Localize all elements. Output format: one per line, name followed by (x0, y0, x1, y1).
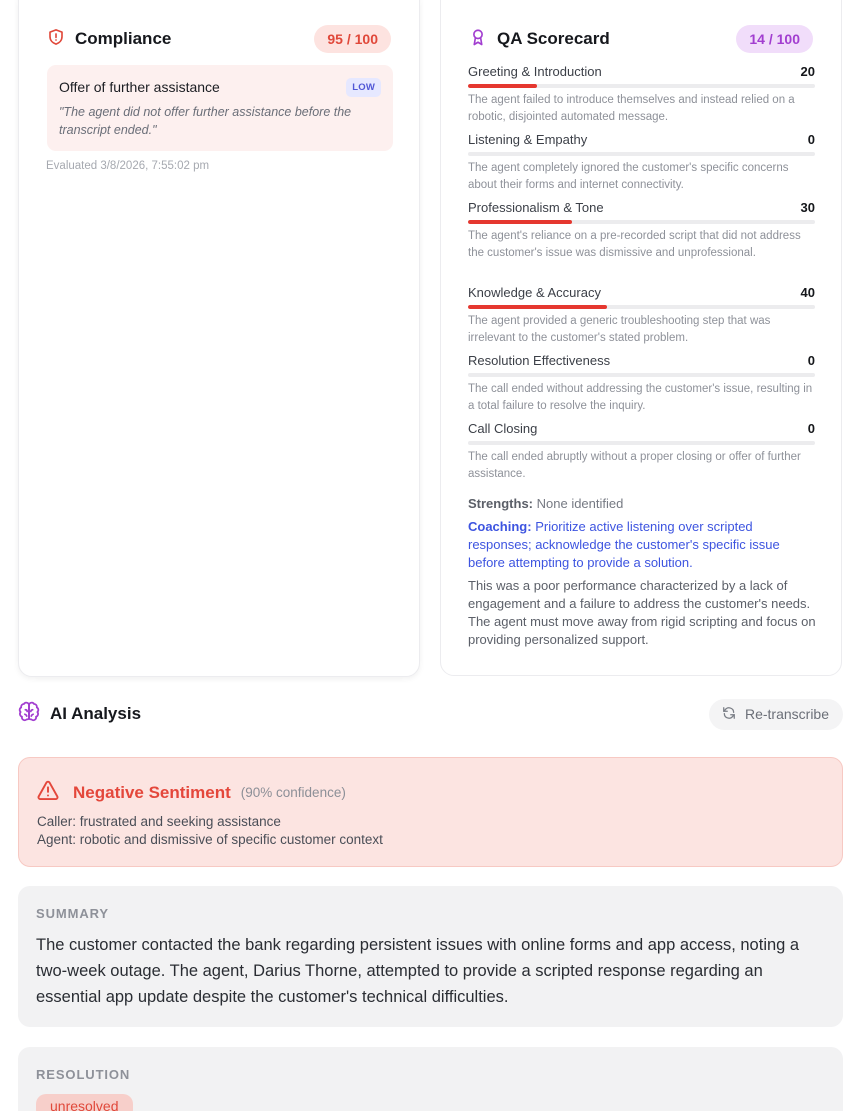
criterion-bar-fill (468, 84, 537, 88)
resolution-status-badge: unresolved (36, 1094, 133, 1111)
criterion-greeting (468, 64, 815, 126)
sentiment-card (18, 757, 843, 867)
criterion-name: Resolution Effectiveness (468, 353, 611, 368)
strengths-value: None identified (536, 496, 624, 511)
compliance-card (18, 0, 420, 677)
criterion-bar (468, 441, 815, 445)
criterion-professionalism (468, 200, 815, 262)
summary-label: SUMMARY (36, 906, 109, 921)
strengths-label: Strengths: (468, 496, 533, 511)
criterion-bar (468, 152, 815, 156)
shield-alert-icon (47, 28, 65, 51)
severity-badge: LOW (346, 78, 381, 97)
criterion-bar-fill (468, 220, 572, 224)
criterion-score: 20 (800, 64, 815, 79)
coaching-value: Prioritize active listening over scripted responses; acknowledge the customer's specific issue before attempting to provide a solution. (468, 519, 780, 570)
retranscribe-button[interactable] (709, 699, 843, 730)
brain-icon (18, 701, 40, 728)
sentiment-header (37, 780, 346, 805)
criteria-list (468, 64, 815, 484)
criterion-description: The call ended abruptly without a proper closing or offer of further assistance. (468, 451, 801, 480)
resolution-label: RESOLUTION (36, 1067, 131, 1082)
qa-title: QA Scorecard (497, 29, 610, 48)
qa-scorecard-card (440, 0, 842, 676)
overall-assessment: This was a poor performance characterized by a lack of engagement and a failure to address the customer's needs. The agent must move away from rigid scripting and focus on providing personalized support. (468, 578, 816, 647)
warning-triangle-icon (37, 780, 59, 805)
criterion-bar (468, 305, 815, 309)
criterion-bar (468, 373, 815, 377)
compliance-finding (47, 65, 393, 151)
resolution-section (18, 1047, 843, 1111)
criterion-name: Greeting & Introduction (468, 64, 602, 79)
criterion-description: The agent provided a generic troubleshooting step that was irrelevant to the customer's stated problem. (468, 315, 771, 344)
criterion-description: The call ended without addressing the customer's issue, resulting in a total failure to resolve the inquiry. (468, 383, 813, 412)
summary-section (18, 886, 843, 1027)
coaching-label: Coaching: (468, 519, 532, 534)
compliance-title: Compliance (75, 29, 172, 48)
caller-sentiment: Caller: frustrated and seeking assistance (37, 814, 281, 829)
criterion-name: Listening & Empathy (468, 132, 588, 147)
criterion-score: 40 (800, 285, 815, 300)
criterion-score: 0 (807, 353, 815, 368)
criterion-call-closing (468, 421, 815, 483)
criterion-bar (468, 220, 815, 224)
criterion-knowledge (468, 285, 815, 347)
coaching-text (468, 518, 818, 572)
criterion-bar-fill (468, 305, 607, 309)
sentiment-confidence: (90% confidence) (240, 785, 346, 800)
strengths-text (468, 495, 818, 513)
criterion-description: The agent's reliance on a pre-recorded script that did not address the customer's issue was dismissive and unprofessional. (468, 230, 801, 259)
qa-score-badge: 14 / 100 (736, 25, 813, 53)
criterion-description: The agent completely ignored the customer's specific concerns about their forms and internet connectivity. (468, 162, 789, 191)
compliance-header (47, 24, 391, 54)
finding-title: Offer of further assistance (59, 79, 220, 95)
criterion-name: Knowledge & Accuracy (468, 285, 601, 300)
summary-text: The customer contacted the bank regarding persistent issues with online forms and app access, noting a two-week outage. The agent, Darius Thorne, attempted to provide a scripted response regarding an essential app update despite the customer's technical difficulties. (36, 936, 800, 1006)
ai-analysis-header (18, 700, 843, 728)
criterion-listening (468, 132, 815, 194)
criterion-score: 0 (807, 132, 815, 147)
sentiment-details (37, 813, 383, 849)
ai-analysis-title: AI Analysis (50, 704, 142, 723)
criterion-score: 30 (800, 200, 815, 215)
refresh-icon (722, 706, 745, 723)
criterion-name: Call Closing (468, 421, 538, 436)
sentiment-title: Negative Sentiment (73, 782, 231, 802)
criterion-bar (468, 84, 815, 88)
criterion-name: Professionalism & Tone (468, 200, 604, 215)
evaluated-timestamp: Evaluated 3/8/2026, 7:55:02 pm (46, 160, 210, 172)
compliance-score-badge: 95 / 100 (314, 25, 391, 53)
qa-header (469, 24, 813, 54)
criterion-score: 0 (807, 421, 815, 436)
finding-quote: "The agent did not offer further assistance before the transcript ended." (59, 105, 352, 137)
retranscribe-label: Re-transcribe (744, 706, 829, 722)
award-icon (469, 28, 487, 51)
criterion-resolution (468, 353, 815, 415)
criterion-description: The agent failed to introduce themselves and instead relied on a robotic, disjointed automated message. (468, 94, 795, 123)
agent-sentiment: Agent: robotic and dismissive of specific customer context (37, 832, 383, 847)
